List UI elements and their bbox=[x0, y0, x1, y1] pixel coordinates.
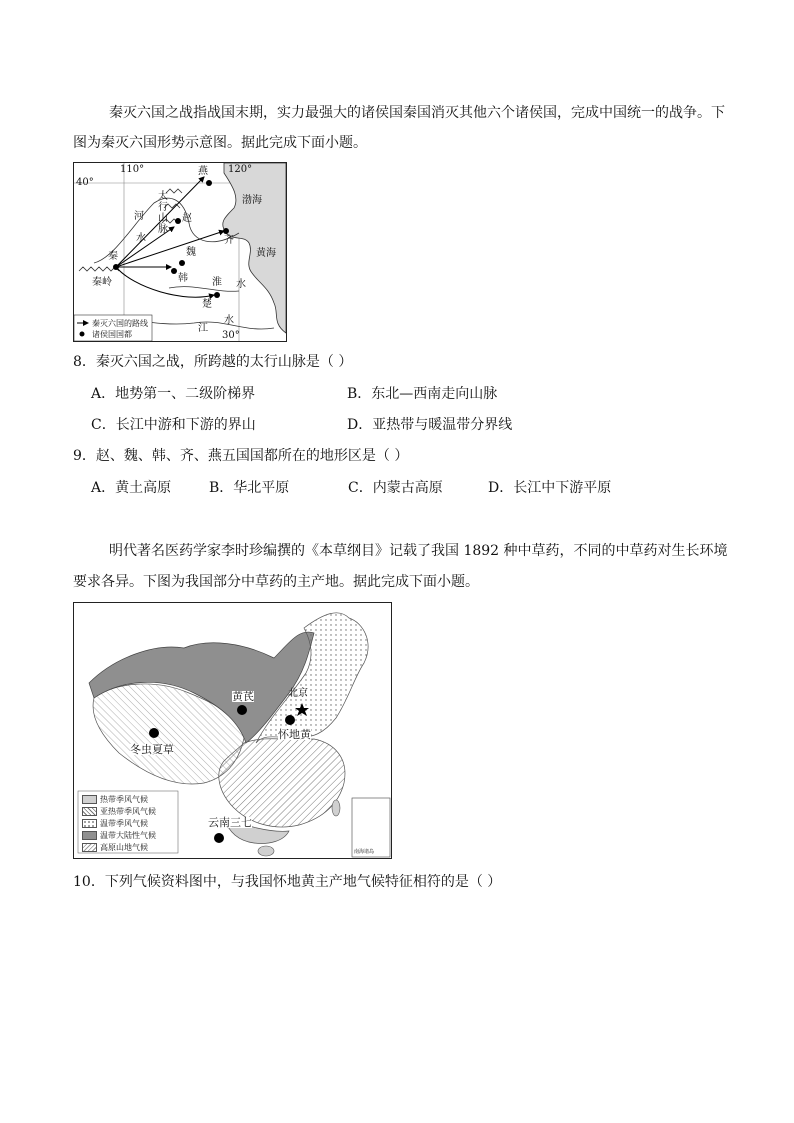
yan-label: 燕 bbox=[198, 166, 208, 177]
huai-shui-label: 水 bbox=[236, 279, 246, 290]
q9-stem: 9．赵、魏、韩、齐、燕五国国都所在的地形区是（ ） bbox=[73, 448, 409, 464]
jiang-label: 江 bbox=[198, 323, 208, 334]
han-label: 韩 bbox=[178, 273, 188, 284]
qin-label: 秦 bbox=[108, 251, 118, 262]
dongchong-label: 冬虫夏草 bbox=[130, 743, 174, 756]
passage2-line2: 要求各异。下图为我国部分中草药的主产地。据此完成下面小题。 bbox=[73, 574, 479, 590]
legend-plateau-label: 高原山地气候 bbox=[100, 843, 148, 852]
yunnan-label: 云南三七 bbox=[208, 816, 252, 829]
dongchong-dot bbox=[149, 728, 159, 738]
q8-option-d[interactable]: D．亚热带与暖温带分界线 bbox=[347, 417, 513, 433]
huaidihuang-label: 怀地黄 bbox=[278, 728, 311, 741]
lat-40-label: 40° bbox=[76, 177, 94, 188]
herb-production-map bbox=[73, 602, 392, 859]
huanghai-label: 黄海 bbox=[256, 248, 276, 259]
q8-stem: 8．秦灭六国之战，所跨越的太行山脉是（ ） bbox=[73, 354, 353, 370]
huai-label: 淮 bbox=[212, 277, 222, 288]
legend-continental-label: 温带大陆性气候 bbox=[100, 831, 156, 840]
taihang-label: 太行山脉 bbox=[158, 191, 168, 235]
legend-tropical-monsoon bbox=[82, 795, 148, 804]
legend-temperate-monsoon-swatch bbox=[82, 819, 97, 828]
he-label: 河 bbox=[134, 211, 144, 222]
huangqi-label: 黄芪 bbox=[232, 690, 254, 703]
lon-120-label: 120° bbox=[228, 164, 253, 175]
chu-label: 楚 bbox=[202, 299, 212, 310]
legend-route-label: 秦灭六国的路线 bbox=[92, 319, 148, 328]
lon-110-label: 110° bbox=[120, 164, 145, 175]
he-shui-label: 水 bbox=[136, 233, 146, 244]
wei-label: 魏 bbox=[186, 247, 196, 258]
passage1-line1: 秦灭六国之战指战国末期，实力最强大的诸侯国秦国消灭其他六个诸侯国，完成中国统一的战争。下 bbox=[109, 105, 725, 121]
legend-temperate-monsoon bbox=[82, 819, 148, 828]
passage1-line2: 图为秦灭六国形势示意图。据此完成下面小题。 bbox=[73, 135, 367, 151]
legend-capital-label: 诸侯国国都 bbox=[92, 330, 132, 339]
zhao-label: 赵 bbox=[182, 213, 192, 224]
qin-unification-map bbox=[73, 162, 287, 342]
q9-option-d[interactable]: D．长江中下游平原 bbox=[488, 480, 612, 496]
legend-temperate-monsoon-label: 温带季风气候 bbox=[100, 819, 148, 828]
legend-subtropical-label: 亚热带季风气候 bbox=[100, 807, 156, 816]
legend-plateau-mountain bbox=[82, 843, 148, 852]
q9-option-c[interactable]: C．内蒙古高原 bbox=[348, 480, 443, 496]
q8-option-a[interactable]: A．地势第一、二级阶梯界 bbox=[91, 386, 256, 402]
q9-option-a[interactable]: A．黄土高原 bbox=[91, 480, 172, 496]
legend-temperate-continental bbox=[82, 831, 156, 840]
legend-tropical-label: 热带季风气候 bbox=[100, 795, 148, 804]
legend-tropical-swatch bbox=[82, 795, 97, 804]
q8-option-c[interactable]: C．长江中游和下游的界山 bbox=[91, 417, 256, 433]
huangqi-dot bbox=[237, 705, 247, 715]
qi-label: 齐 bbox=[224, 235, 234, 246]
qin-map-drawing bbox=[74, 163, 286, 341]
q9-option-b[interactable]: B．华北平原 bbox=[209, 480, 290, 496]
legend-plateau-swatch bbox=[82, 843, 97, 852]
yunnan-dot bbox=[214, 833, 224, 843]
legend-subtropical-swatch bbox=[82, 807, 97, 816]
legend-continental-swatch bbox=[82, 831, 97, 840]
beijing-label: 北京 bbox=[288, 688, 308, 699]
passage2-line1: 明代著名医药学家李时珍编撰的《本草纲目》记载了我国 1892 种中草药，不同的中草药对生长环境 bbox=[109, 543, 728, 559]
legend-subtropical-monsoon bbox=[82, 807, 156, 816]
chu-shui-label: 水 bbox=[224, 315, 234, 326]
lat-30-label: 30° bbox=[222, 330, 240, 341]
huaidihuang-dot bbox=[285, 715, 295, 725]
nanhai-label: 南海诸岛 bbox=[354, 849, 375, 855]
qinling-label: 秦岭 bbox=[92, 277, 112, 288]
q10-stem: 10．下列气候资料图中，与我国怀地黄主产地气候特征相符的是（ ） bbox=[73, 874, 502, 890]
bohai-label: 渤海 bbox=[242, 195, 262, 206]
q8-option-b[interactable]: B．东北—西南走向山脉 bbox=[347, 386, 498, 402]
